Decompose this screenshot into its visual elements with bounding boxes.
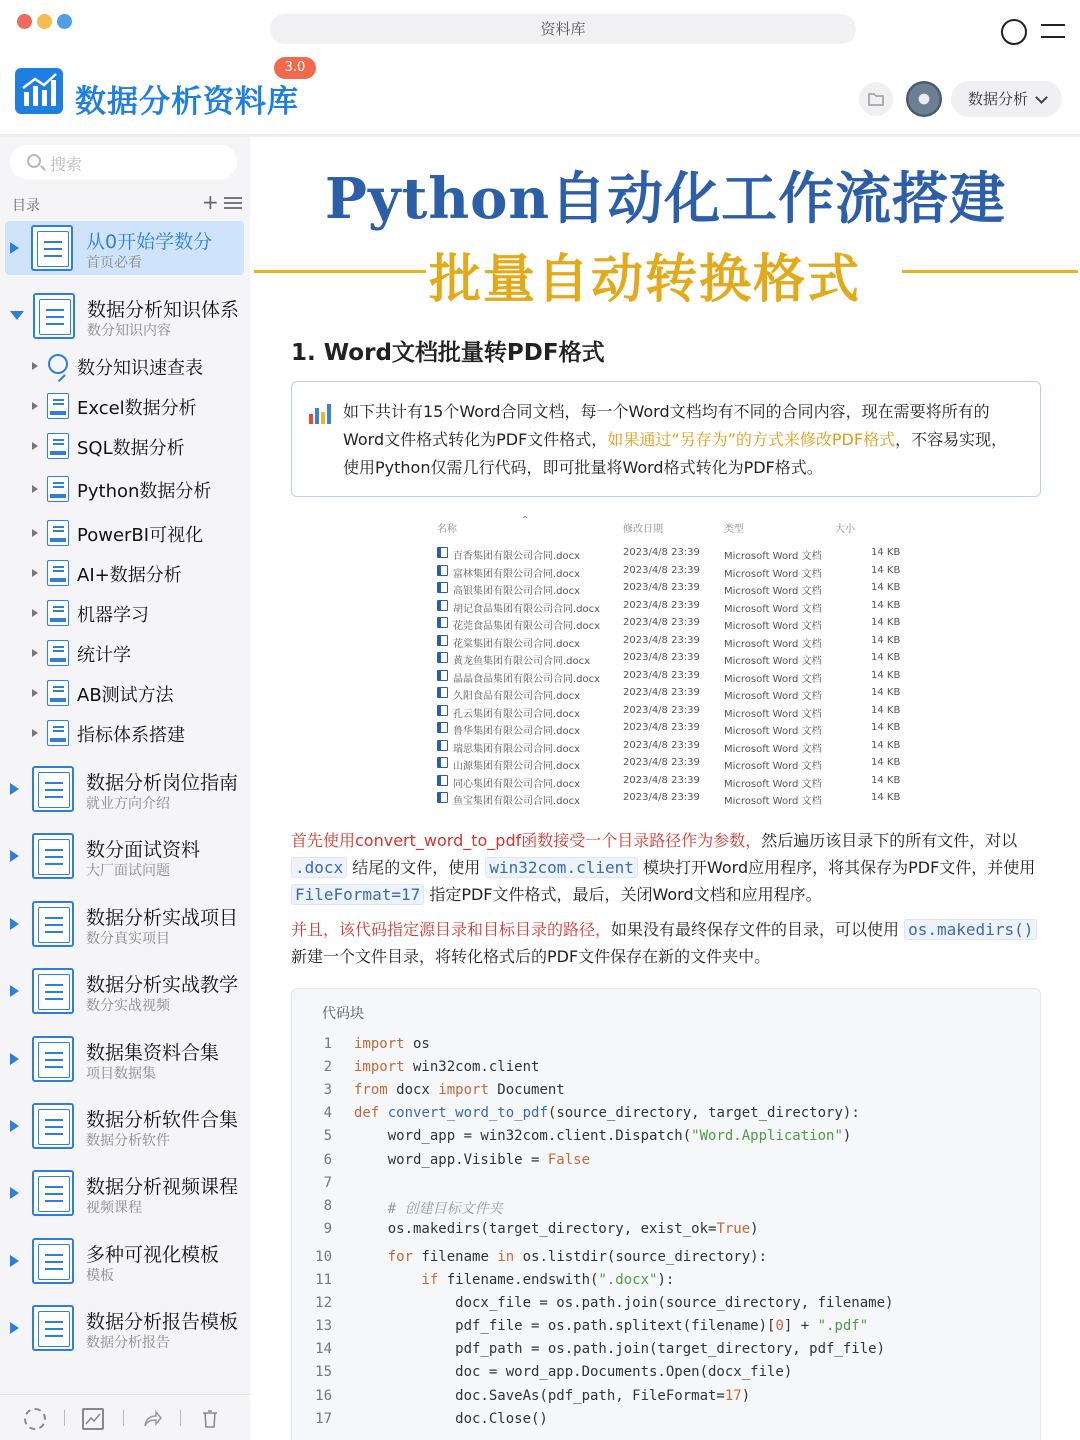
- sidebar-item-videos[interactable]: [0, 1166, 250, 1220]
- file-row[interactable]: 同心集团有限公司合同.docx 2023/4/8 23:39 Microsoft Word 文档 14 KB: [435, 773, 905, 790]
- sidebar-item-interview[interactable]: [0, 829, 250, 883]
- app-logo-icon: [15, 68, 63, 114]
- caret-right-icon: [32, 609, 38, 617]
- gear-icon[interactable]: [24, 1408, 46, 1430]
- sidebar-item-title: 数据分析实战教学: [86, 974, 239, 996]
- share-icon[interactable]: [141, 1408, 163, 1430]
- document-icon: [32, 901, 74, 947]
- sidebar-item-title: 数据分析软件合集: [86, 1109, 239, 1131]
- caret-right-icon: [10, 918, 19, 930]
- word-file-icon: [437, 705, 448, 716]
- search-placeholder: 搜索: [50, 155, 83, 174]
- code-line: [292, 1341, 1042, 1364]
- word-file-icon: [437, 582, 448, 593]
- sidebar-item-knowledge[interactable]: [0, 289, 250, 343]
- para2-text: 新建一个文件目录，将转化格式后的PDF文件保存在新的文件夹中。: [291, 947, 771, 966]
- sidebar-item-title: 从0开始学数分: [86, 231, 213, 253]
- caret-right-icon: [32, 485, 38, 493]
- column-header-date: 修改日期: [623, 524, 663, 535]
- hero-rule-left: [254, 270, 426, 273]
- sidebar-subitem-excel[interactable]: [0, 391, 250, 421]
- file-row[interactable]: 高银集团有限公司合同.docx 2023/4/8 23:39 Microsoft Word 文档 14 KB: [435, 580, 905, 597]
- caret-right-icon: [32, 529, 38, 537]
- line-number: 10: [315, 1248, 332, 1265]
- sort-up-icon: ⌃: [521, 515, 530, 526]
- code-line: [292, 1364, 1042, 1387]
- sidebar-subitem-title: Python数据分析: [77, 481, 212, 502]
- sidebar-item-subtitle: 数据分析软件: [86, 1133, 170, 1149]
- sidebar-subitem-powerbi[interactable]: [0, 518, 250, 548]
- word-file-icon: [437, 792, 448, 803]
- code-text: pdf_path = os.path.join(target_directory, pdf_file): [354, 1341, 886, 1358]
- search-input[interactable]: [10, 145, 237, 179]
- paragraph-1: [291, 827, 1041, 908]
- word-file-icon: [437, 547, 448, 558]
- close-window-dot[interactable]: [17, 14, 32, 29]
- file-row[interactable]: 百香集团有限公司合同.docx 2023/4/8 23:39 Microsoft Word 文档 14 KB: [435, 545, 905, 562]
- paragraph-2: [291, 916, 1041, 970]
- line-number: 1: [323, 1036, 332, 1052]
- code-block[interactable]: [291, 988, 1041, 1440]
- word-file-icon: [437, 740, 448, 751]
- document-icon: [32, 1103, 74, 1149]
- sidebar-item-jobs[interactable]: [0, 762, 250, 816]
- code-text: os.makedirs(target_directory, exist_ok=True): [354, 1220, 759, 1237]
- sidebar-toolbar: [0, 1394, 250, 1440]
- sidebar-item-templates[interactable]: [0, 1234, 250, 1288]
- line-number: 5: [323, 1128, 332, 1145]
- menu-icon[interactable]: [1041, 24, 1065, 40]
- sidebar-item-teaching[interactable]: [0, 964, 250, 1018]
- line-number: 15: [315, 1364, 332, 1381]
- file-row[interactable]: 黄龙鱼集团有限公司合同.docx 2023/4/8 23:39 Microsoft Word 文档 14 KB: [435, 650, 905, 667]
- word-file-icon: [437, 757, 448, 768]
- document-icon: [32, 1305, 74, 1351]
- caret-right-icon: [10, 985, 19, 997]
- para1-text: 模块打开Word应用程序，将其保存为PDF文件，并使用: [642, 858, 1036, 877]
- metrics-file-icon: [47, 720, 69, 746]
- code-text: # 创建目标文件夹: [354, 1200, 503, 1217]
- file-row[interactable]: 花莞食品集团有限公司合同.docx 2023/4/8 23:39 Microsoft Word 文档 14 KB: [435, 615, 905, 632]
- caret-right-icon: [10, 783, 19, 795]
- code-text: docx_file = os.path.join(source_directory, filename): [354, 1295, 894, 1312]
- caret-right-icon: [32, 689, 38, 697]
- line-number: 8: [323, 1197, 332, 1214]
- file-row[interactable]: 孔云集团有限公司合同.docx 2023/4/8 23:39 Microsoft Word 文档 14 KB: [435, 703, 905, 720]
- code-text: from docx import Document: [354, 1082, 565, 1099]
- ai-file-icon: [47, 560, 69, 586]
- word-file-icon: [437, 670, 448, 681]
- para1-text: 然后遍历该目录下的所有文件，对以: [761, 831, 1018, 850]
- workspace-label: 数据分析: [968, 90, 1029, 108]
- code-text: pdf_file = os.path.splitext(filename)[0] + ".pdf": [354, 1318, 869, 1335]
- caret-right-icon: [32, 362, 38, 370]
- line-number: 17: [315, 1410, 332, 1427]
- abtest-file-icon: [47, 680, 69, 706]
- code-line: [292, 1388, 1042, 1411]
- section-heading: 1. Word文档批量转PDF格式: [291, 340, 605, 366]
- line-number: 4: [323, 1105, 332, 1122]
- line-number: 16: [315, 1387, 332, 1404]
- sidebar-subitem-python[interactable]: [0, 474, 250, 504]
- document-icon: [32, 968, 74, 1014]
- toolbar-separator: [180, 1410, 181, 1426]
- caret-down-icon: [10, 311, 24, 320]
- caret-right-icon: [10, 1120, 19, 1132]
- sidebar-subitem-title: 数分知识速查表: [77, 358, 203, 379]
- toc-label: 目录: [12, 198, 40, 214]
- document-icon: [32, 833, 74, 879]
- caret-right-icon: [10, 242, 19, 254]
- toolbar-separator: [64, 1410, 65, 1426]
- magnifier-icon: [48, 354, 68, 374]
- chevron-down-icon: [1035, 91, 1048, 104]
- sidebar-item-subtitle: 大厂面试问题: [86, 863, 170, 879]
- document-icon: [33, 293, 75, 339]
- caret-right-icon: [10, 1322, 19, 1334]
- sidebar-item-software[interactable]: [0, 1099, 250, 1153]
- inline-code: FileFormat=17: [291, 884, 424, 905]
- excel-file-icon: [47, 393, 69, 419]
- sql-file-icon: [47, 433, 69, 459]
- sidebar-subitem-title: 机器学习: [77, 605, 149, 626]
- line-number: 13: [315, 1318, 332, 1335]
- sidebar-item-subtitle: 数据分析报告: [86, 1335, 170, 1351]
- minimize-window-dot[interactable]: [37, 14, 52, 29]
- column-header-name: 名称: [437, 524, 457, 535]
- sidebar-item-title: 数据分析视频课程: [86, 1176, 239, 1198]
- sidebar-item-subtitle: 首页必看: [86, 255, 142, 271]
- sidebar-item-title: 数据分析知识体系: [87, 299, 240, 321]
- code-line: [292, 1221, 1042, 1244]
- document-icon: [32, 1238, 74, 1284]
- callout-box: [291, 381, 1041, 497]
- para1-text: 结尾的文件，使用: [352, 858, 481, 877]
- line-number: 9: [323, 1220, 332, 1237]
- line-number: 2: [323, 1059, 332, 1076]
- inline-code: .docx: [291, 857, 347, 878]
- sidebar-subitem-title: AB测试方法: [77, 685, 174, 706]
- caret-right-icon: [32, 402, 38, 410]
- toolbar-separator: [123, 1410, 124, 1426]
- sidebar-subitem-title: SQL数据分析: [77, 438, 185, 459]
- sidebar-item-start[interactable]: [5, 221, 244, 275]
- caret-right-icon: [10, 1255, 19, 1267]
- code-line: [292, 1128, 1042, 1151]
- sidebar-subitem-title: PowerBI可视化: [77, 525, 204, 546]
- app-header: [0, 50, 1080, 134]
- code-text: word_app.Visible = False: [354, 1151, 591, 1168]
- app-title: 数据分析资料库: [75, 84, 299, 120]
- code-text: for filename in os.listdir(source_directory):: [387, 1248, 768, 1265]
- inline-code: os.makedirs(): [904, 919, 1037, 940]
- sidebar-subitem-stats[interactable]: [0, 638, 250, 668]
- sidebar-subitem-ai[interactable]: [0, 558, 250, 588]
- callout-text-part1: 如下共计有15个Word合同文档，每一个Word文档均有不同的合同内容，现在需要将所有的Word文件格式转化为PDF文件格式，: [343, 402, 990, 449]
- line-number: 6: [323, 1151, 332, 1168]
- file-row[interactable]: 晶晶食品集团有限公司合同.docx 2023/4/8 23:39 Microsoft Word 文档 14 KB: [435, 668, 905, 685]
- sidebar-subitem-metrics[interactable]: [0, 718, 250, 748]
- code-text: import os: [354, 1036, 430, 1052]
- line-number: 14: [315, 1341, 332, 1358]
- ml-file-icon: [47, 600, 69, 626]
- code-text: doc = word_app.Documents.Open(docx_file): [354, 1364, 793, 1381]
- sidebar-item-reports[interactable]: [0, 1301, 250, 1355]
- document-view: [251, 137, 1080, 1440]
- workspace-select[interactable]: [951, 81, 1062, 117]
- caret-right-icon: [32, 649, 38, 657]
- file-row[interactable]: 山源集团有限公司合同.docx 2023/4/8 23:39 Microsoft Word 文档 14 KB: [435, 755, 905, 772]
- code-text: def convert_word_to_pdf(source_directory, target_directory):: [354, 1105, 860, 1122]
- inline-code: win32com.client: [485, 857, 638, 878]
- code-line: [292, 1272, 1042, 1295]
- sidebar-subitem-title: Excel数据分析: [77, 398, 197, 419]
- code-line: [292, 1175, 1042, 1198]
- python-file-icon: [47, 476, 69, 502]
- line-number: 3: [323, 1082, 332, 1099]
- add-icon[interactable]: +: [202, 190, 219, 214]
- callout-highlight: 如果通过“另存为”的方式来修改PDF格式: [607, 430, 896, 449]
- para2-highlight: 并且，该代码指定源目录和目标目录的路径，: [291, 920, 612, 939]
- sidebar-subitem-sql[interactable]: [0, 431, 250, 461]
- caret-right-icon: [10, 1053, 19, 1065]
- column-header-size: 大小: [835, 524, 855, 535]
- file-row[interactable]: 花棠集团有限公司合同.docx 2023/4/8 23:39 Microsoft Word 文档 14 KB: [435, 633, 905, 650]
- list-icon[interactable]: [224, 197, 242, 209]
- trash-icon[interactable]: [199, 1408, 221, 1430]
- file-row[interactable]: 富林集团有限公司合同.docx 2023/4/8 23:39 Microsoft Word 文档 14 KB: [435, 563, 905, 580]
- word-file-icon: [437, 687, 448, 698]
- sidebar-subitem-cheatsheet[interactable]: [0, 351, 250, 381]
- code-text: import win32com.client: [354, 1059, 540, 1076]
- sidebar-item-title: 数据分析报告模板: [86, 1311, 239, 1333]
- avatar[interactable]: [906, 81, 942, 117]
- caret-right-icon: [32, 442, 38, 450]
- record-icon[interactable]: [1001, 19, 1027, 45]
- caret-right-icon: [32, 729, 38, 737]
- document-icon: [32, 1170, 74, 1216]
- code-line: [292, 1295, 1042, 1318]
- code-line: [292, 1198, 1042, 1221]
- column-header-type: 类型: [724, 524, 744, 535]
- para1-text: 指定PDF文件格式，最后，关闭Word文档和应用程序。: [429, 885, 822, 904]
- word-file-icon: [437, 652, 448, 663]
- sidebar-subitem-title: AI+数据分析: [77, 565, 182, 586]
- sidebar-item-subtitle: 视频课程: [86, 1200, 142, 1216]
- word-file-icon: [437, 775, 448, 786]
- sidebar: [0, 137, 250, 1440]
- sidebar-item-subtitle: 数分知识内容: [87, 323, 171, 339]
- para1-highlight: 首先使用convert_word_to_pdf函数接受一个目录路径作为参数，: [291, 831, 762, 850]
- sidebar-item-title: 数据分析岗位指南: [86, 772, 239, 794]
- sidebar-subitem-title: 统计学: [77, 645, 131, 666]
- file-row[interactable]: 胡记食品集团有限公司合同.docx 2023/4/8 23:39 Microsoft Word 文档 14 KB: [435, 598, 905, 615]
- window-title: 资料库: [270, 14, 856, 44]
- code-line: [292, 1249, 1042, 1272]
- code-block-title: 代码块: [322, 1006, 364, 1022]
- word-file-icon: [437, 635, 448, 646]
- document-icon: [31, 225, 73, 271]
- code-line: [292, 1059, 1042, 1082]
- caret-right-icon: [10, 850, 19, 862]
- code-text: if filename.endswith(".docx"):: [421, 1272, 675, 1288]
- sidebar-item-subtitle: 数分实战视频: [86, 998, 170, 1014]
- hero-title: Python自动化工作流搭建: [324, 166, 1007, 232]
- version-badge: 3.0: [274, 57, 316, 79]
- sidebar-subitem-ml[interactable]: [0, 598, 250, 628]
- code-line: [292, 1152, 1042, 1175]
- callout-text-part2: ，不容易实现，使用Python仅需几行代码，即可批量将Word格式转化为PDF格式。: [343, 430, 1008, 477]
- file-row[interactable]: 鱼宝集团有限公司合同.docx 2023/4/8 23:39 Microsoft Word 文档 14 KB: [435, 790, 905, 807]
- maximize-window-dot[interactable]: [57, 14, 72, 29]
- sidebar-item-title: 数据分析实战项目: [86, 907, 239, 929]
- search-icon: [27, 154, 41, 168]
- code-line: [292, 1411, 1042, 1434]
- sidebar-item-title: 数分面试资料: [86, 839, 201, 861]
- code-line: [292, 1105, 1042, 1128]
- line-number: 11: [315, 1272, 332, 1288]
- para2-text: 如果没有最终保存文件的目录，可以使用: [611, 920, 900, 939]
- word-file-icon: [437, 617, 448, 628]
- line-number: 7: [323, 1174, 332, 1191]
- chart-icon[interactable]: [82, 1408, 104, 1430]
- bar-chart-icon: [309, 404, 331, 424]
- callout-text: [343, 398, 1023, 482]
- sidebar-item-projects[interactable]: [0, 897, 250, 951]
- sidebar-subitem-title: 指标体系搭建: [77, 725, 185, 746]
- sidebar-item-subtitle: 模板: [86, 1268, 114, 1284]
- sidebar-item-subtitle: 就业方向介绍: [86, 796, 170, 812]
- code-line: [292, 1036, 1042, 1059]
- sidebar-subitem-abtest[interactable]: [0, 678, 250, 708]
- word-file-icon: [437, 722, 448, 733]
- caret-right-icon: [10, 1187, 19, 1199]
- line-number: 12: [315, 1295, 332, 1312]
- code-text: doc.SaveAs(pdf_path, FileFormat=17): [354, 1387, 751, 1404]
- hero-rule-right: [902, 270, 1078, 273]
- sidebar-item-title: 多种可视化模板: [86, 1244, 220, 1266]
- powerbi-file-icon: [47, 520, 69, 546]
- code-text: doc.Close(): [354, 1410, 548, 1427]
- caret-right-icon: [32, 569, 38, 577]
- file-row[interactable]: 久阳食品有限公司合同.docx 2023/4/8 23:39 Microsoft Word 文档 14 KB: [435, 685, 905, 702]
- hero-subtitle: 批量自动转换格式: [429, 249, 862, 310]
- file-row[interactable]: 瑞思集团有限公司合同.docx 2023/4/8 23:39 Microsoft Word 文档 14 KB: [435, 738, 905, 755]
- document-icon: [32, 1036, 74, 1082]
- file-row[interactable]: 鲁华集团有限公司合同.docx 2023/4/8 23:39 Microsoft Word 文档 14 KB: [435, 720, 905, 737]
- word-file-icon: [437, 600, 448, 611]
- document-icon: [32, 766, 74, 812]
- word-file-icon: [437, 565, 448, 576]
- sidebar-item-datasets[interactable]: [0, 1032, 250, 1086]
- code-line: [292, 1318, 1042, 1341]
- sidebar-item-subtitle: 数分真实项目: [86, 931, 170, 947]
- folder-icon[interactable]: [859, 82, 893, 116]
- code-line: [292, 1082, 1042, 1105]
- code-text: word_app = win32com.client.Dispatch("Word.Application"): [354, 1128, 852, 1145]
- sidebar-item-subtitle: 项目数据集: [86, 1066, 156, 1082]
- sidebar-item-title: 数据集资料合集: [86, 1042, 220, 1064]
- stats-file-icon: [47, 640, 69, 666]
